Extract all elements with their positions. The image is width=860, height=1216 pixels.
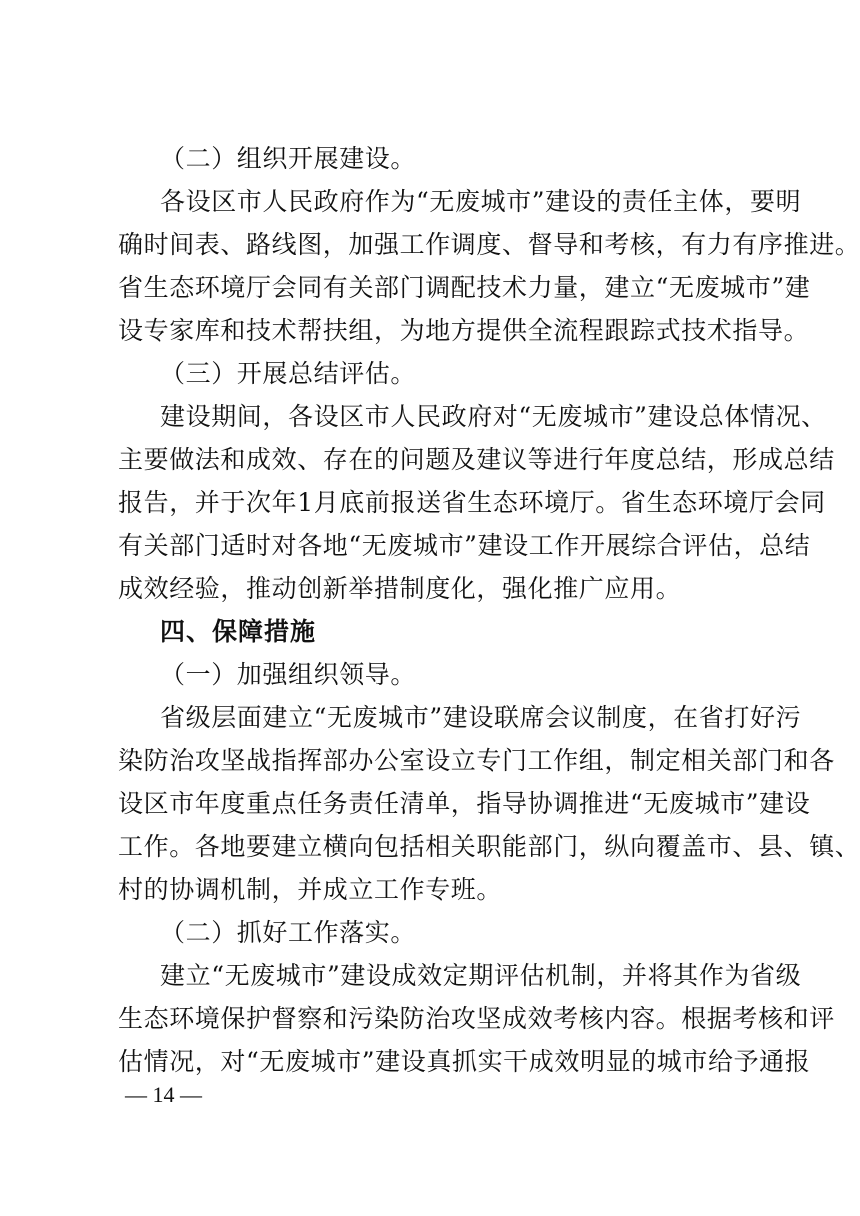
paragraph-line: 确时间表、路线图，加强工作调度、督导和考核，有力有序推进。 [118,230,860,259]
paragraph-line: 工作。各地要建立横向包括相关职能部门，纵向覆盖市、县、镇、 [118,832,860,861]
paragraph-line: 设区市年度重点任务责任清单，指导协调推进“无废城市”建设 [118,789,811,818]
section-heading-safeguards: 四、保障措施 [160,617,317,646]
paragraph-line: 建设期间，各设区市人民政府对“无废城市”建设总体情况、 [160,402,827,431]
paragraph-line: 染防治攻坚战指挥部办公室设立专门工作组，制定相关部门和各 [118,746,835,775]
paragraph-line: 各设区市人民政府作为“无废城市”建设的责任主体，要明 [160,187,802,216]
paragraph-line: 村的协调机制，并成立工作专班。 [118,875,503,904]
paragraph-line: 成效经验，推动创新举措制度化，强化推广应用。 [118,574,682,603]
paragraph-line: 设专家库和技术帮扶组，为地方提供全流程跟踪式技术指导。 [118,316,810,345]
paragraph-line: 省生态环境厅会同有关部门调配技术力量，建立“无废城市”建 [118,273,811,302]
paragraph-line: 报告，并于次年1月底前报送省生态环境厅。省生态环境厅会同 [118,488,826,517]
subheading-organization-leadership: （一）加强组织领导。 [160,660,417,689]
paragraph-line: 建立“无废城市”建设成效定期评估机制，并将其作为省级 [160,961,802,990]
paragraph-line: 有关部门适时对各地“无废城市”建设工作开展综合评估，总结 [118,531,811,560]
paragraph-line: 生态环境保护督察和污染防治攻坚成效考核内容。根据考核和评 [118,1004,835,1033]
page-number: — 14 — [125,1082,202,1107]
subheading-summary-evaluation: （三）开展总结评估。 [160,359,417,388]
paragraph-line: 主要做法和成效、存在的问题及建议等进行年度总结，形成总结 [118,445,835,474]
subheading-organize-construction: （二）组织开展建设。 [160,144,417,173]
paragraph-line: 估情况，对“无废城市”建设真抓实干成效明显的城市给予通报 [118,1047,811,1076]
paragraph-line: 省级层面建立“无废城市”建设联席会议制度，在省打好污 [160,703,802,732]
subheading-implementation: （二）抓好工作落实。 [160,918,417,947]
